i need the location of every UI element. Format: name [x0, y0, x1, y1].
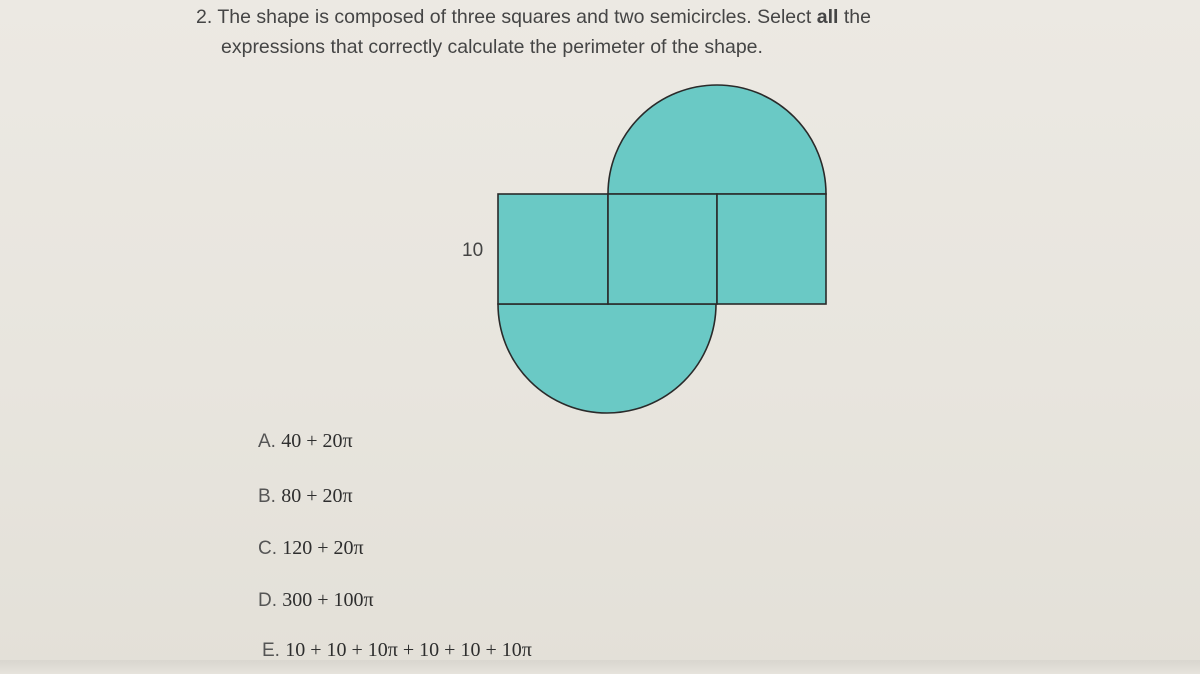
bottom-semicircle — [498, 304, 716, 413]
choice-b[interactable] — [258, 485, 353, 508]
choice-a-expression: 40 + 20π — [281, 430, 353, 452]
choice-d[interactable] — [258, 589, 374, 612]
choice-d-expression: 300 + 100π — [282, 589, 374, 611]
choice-e[interactable] — [262, 639, 532, 662]
question-stem-tail: the — [843, 6, 871, 28]
square-right — [717, 194, 826, 304]
question-emphasis: all — [816, 6, 839, 28]
question-line-2: expressions that correctly calculate the perimeter of the shape. — [221, 36, 763, 58]
choice-b-letter: B. — [258, 486, 276, 507]
square-left — [498, 194, 608, 304]
choice-c-expression: 120 + 20π — [282, 537, 364, 559]
choice-e-expression: 10 + 10 + 10π + 10 + 10 + 10π — [285, 639, 532, 661]
top-semicircle — [608, 85, 826, 194]
choice-c-letter: C. — [258, 538, 277, 559]
question-stem: The shape is composed of three squares and two semicircles. Select — [217, 6, 812, 28]
square-middle — [608, 194, 717, 304]
side-length-label: 10 — [462, 240, 484, 261]
choice-b-expression: 80 + 20π — [281, 485, 353, 507]
choice-e-letter: E. — [262, 640, 280, 661]
choice-d-letter: D. — [258, 590, 277, 611]
question-number: 2. — [196, 6, 213, 28]
choice-c[interactable] — [258, 537, 364, 560]
choice-a-letter: A. — [258, 431, 276, 452]
choice-a[interactable] — [258, 430, 353, 453]
